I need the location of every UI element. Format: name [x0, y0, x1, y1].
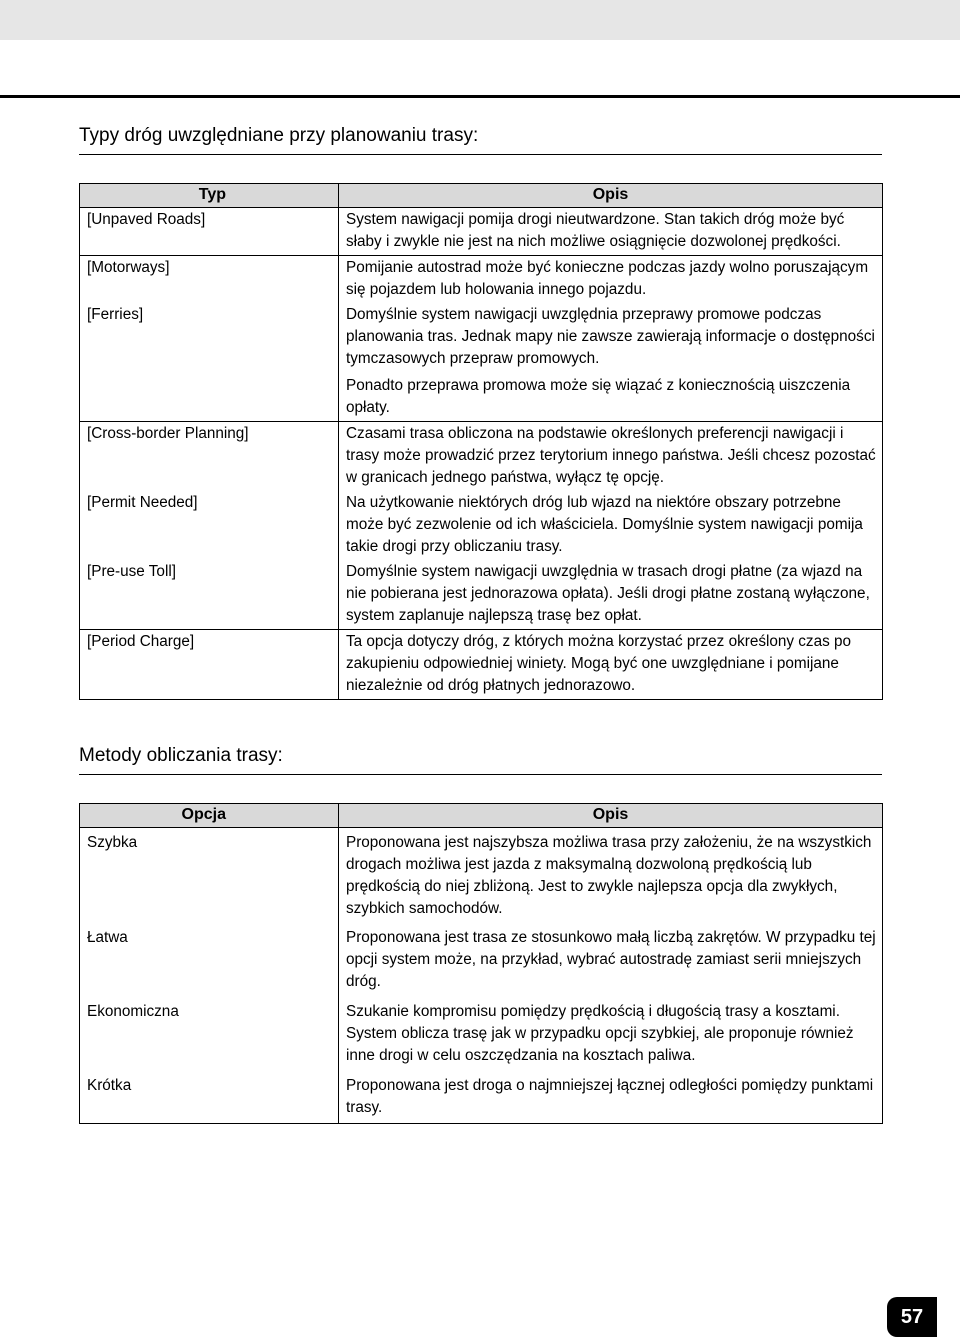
- desc-paragraph: Proponowana jest najszybsza możliwa trasa przy założeniu, że na wszystkich drogach możliwa jest jazda z maksymalną dozwoloną prędkością lub prędkością do niej zbliżoną. Jest to zwykle najlepsza opcja dla zwykłych, szybkich samochodów.: [346, 834, 872, 917]
- top-band: [0, 0, 960, 40]
- table-row: [80, 828, 883, 924]
- row-type: [Motorways]: [80, 256, 339, 304]
- row-type: [Period Charge]: [80, 630, 339, 700]
- desc-paragraph: Ta opcja dotyczy dróg, z których można korzystać przez określony czas po zakupieniu odpowiedniej winiety. Mogą być one uwzględniane i pomijane niezależnie od dróg płatnych jednorazowo.: [346, 633, 852, 694]
- table-row: [80, 997, 883, 1071]
- table-row: [80, 303, 883, 422]
- table-header-row: [80, 804, 883, 828]
- row-desc: [339, 208, 883, 256]
- header-desc: Opis: [339, 184, 883, 208]
- table-row: [80, 256, 883, 304]
- route-methods-table: [79, 803, 883, 1124]
- table-row: [80, 422, 883, 492]
- row-desc: [339, 560, 883, 630]
- row-type: [Permit Needed]: [80, 491, 339, 560]
- table-row: [80, 208, 883, 256]
- desc-paragraph: Pomijanie autostrad może być konieczne podczas jazdy wolno poruszającym się pojazdem lub holowania innego pojazdu.: [346, 259, 869, 298]
- desc-paragraph: Ponadto przeprawa promowa może się wiązać z koniecznością uiszczenia opłaty.: [346, 377, 851, 416]
- desc-paragraph: Proponowana jest droga o najmniejszej łącznej odległości pomiędzy punktami trasy.: [346, 1077, 874, 1116]
- desc-paragraph: Proponowana jest trasa ze stosunkowo małą liczbą zakrętów. W przypadku tej opcji system może, na przykład, wybrać autostradę zamiast serii mniejszych dróg.: [346, 929, 876, 990]
- table-row: [80, 923, 883, 997]
- desc-paragraph: Domyślnie system nawigacji uwzględnia w trasach drogi płatne (za wjazd na nie pobierana jest jednorazowa opłata). Jeśli drogi płatne zostaną wyłączone, system zaplanuje najlepszą trasę bez opłat.: [346, 563, 870, 624]
- row-desc: [339, 923, 883, 997]
- desc-paragraph: Szukanie kompromisu pomiędzy prędkością i długością trasy a kosztami. System oblicza trasę jak w przypadku opcji szybkiej, ale proponuje również inne drogi w celu oszczędzania na kosztach paliwa.: [346, 1003, 854, 1064]
- header-type: Typ: [80, 184, 339, 208]
- road-types-table: [79, 183, 883, 700]
- header-option: Opcja: [80, 804, 339, 828]
- table-row: [80, 630, 883, 700]
- row-desc: [339, 1071, 883, 1124]
- route-methods-title: Metody obliczania trasy:: [79, 744, 882, 775]
- row-desc: [339, 422, 883, 492]
- page-number-badge: 57: [887, 1297, 937, 1337]
- desc-paragraph: System nawigacji pomija drogi nieutwardzone. Stan takich dróg może być słaby i zwykle nie jest na nich możliwe osiągnięcie dozwolonej prędkości.: [346, 211, 845, 250]
- row-type: [Cross-border Planning]: [80, 422, 339, 492]
- top-rule: [0, 95, 960, 98]
- row-type: [Unpaved Roads]: [80, 208, 339, 256]
- row-option: Ekonomiczna: [80, 997, 339, 1071]
- row-desc: [339, 491, 883, 560]
- header-desc: Opis: [339, 804, 883, 828]
- desc-paragraph: Domyślnie system nawigacji uwzględnia przeprawy promowe podczas planowania tras. Jednak mapy nie zawsze zawierają informacje o dostępności tymczasowych przepraw promowych.: [346, 306, 875, 367]
- road-types-title: Typy dróg uwzględniane przy planowaniu trasy:: [79, 124, 882, 155]
- desc-paragraph: Czasami trasa obliczona na podstawie określonych preferencji nawigacji i trasy może prowadzić przez terytorium innego państwa. Jeśli chcesz pozostać w granicach jednego państwa, wyłącz tę opcję.: [346, 425, 876, 486]
- table-row: [80, 491, 883, 560]
- desc-paragraph: Na użytkowanie niektórych dróg lub wjazd na niektóre obszary potrzebne może być zezwolenie od ich właściciela. Domyślnie system nawigacji pomija takie drogi przy obliczaniu trasy.: [346, 494, 863, 555]
- row-desc: [339, 256, 883, 304]
- row-type: [Ferries]: [80, 303, 339, 422]
- row-desc: [339, 303, 883, 422]
- row-option: Krótka: [80, 1071, 339, 1124]
- row-desc: [339, 997, 883, 1071]
- row-desc: [339, 828, 883, 924]
- table-row: [80, 1071, 883, 1124]
- row-option: Szybka: [80, 828, 339, 924]
- row-desc: [339, 630, 883, 700]
- table-row: [80, 560, 883, 630]
- row-option: Łatwa: [80, 923, 339, 997]
- row-type: [Pre-use Toll]: [80, 560, 339, 630]
- table-header-row: [80, 184, 883, 208]
